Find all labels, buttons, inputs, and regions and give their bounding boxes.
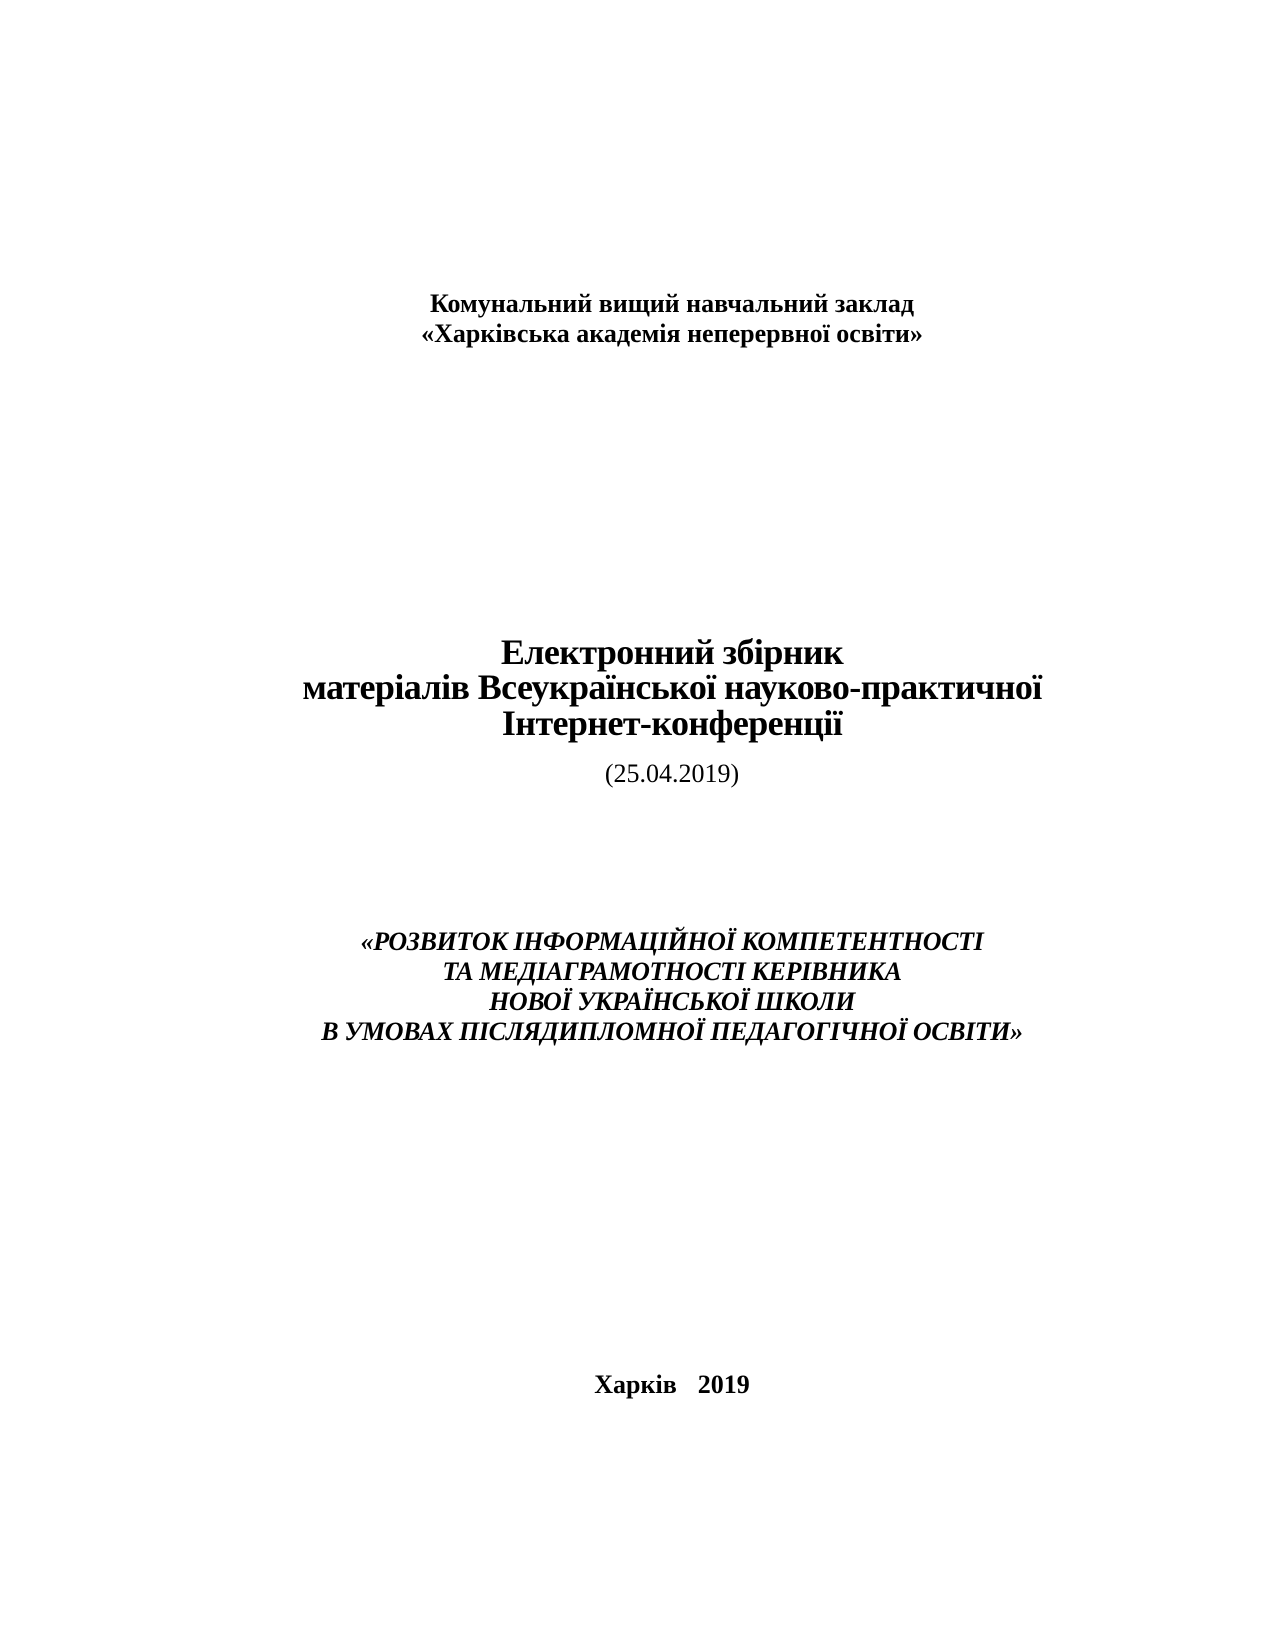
conference-topic-line-2: ТА МЕДІАГРАМОТНОСТІ КЕРІВНИКА	[442, 957, 902, 986]
collection-title-line-2: матеріалів Всеукраїнської науково-практичної	[302, 667, 1042, 707]
conference-topic-line-1: «РОЗВИТОК ІНФОРМАЦІЙНОЇ КОМПЕТЕНТНОСТІ	[360, 927, 984, 956]
collection-title-line-3: Інтернет-конференції	[501, 703, 843, 743]
institution-name-line-2: «Харківська академія неперервної освіти»	[421, 319, 923, 348]
conference-topic-line-4: В УМОВАХ ПІСЛЯДИПЛОМНОЇ ПЕДАГОГІЧНОЇ ОСВІТИ»	[321, 1017, 1023, 1046]
footer-city-year: Харків 2019	[594, 1370, 750, 1399]
institution-name-line-1: Комунальний вищий навчальний заклад	[429, 289, 915, 318]
collection-title-line-1: Електронний збірник	[500, 632, 844, 672]
conference-topic-line-3: НОВОЇ УКРАЇНСЬКОЇ ШКОЛИ	[489, 987, 855, 1016]
conference-date: (25.04.2019)	[604, 759, 740, 788]
